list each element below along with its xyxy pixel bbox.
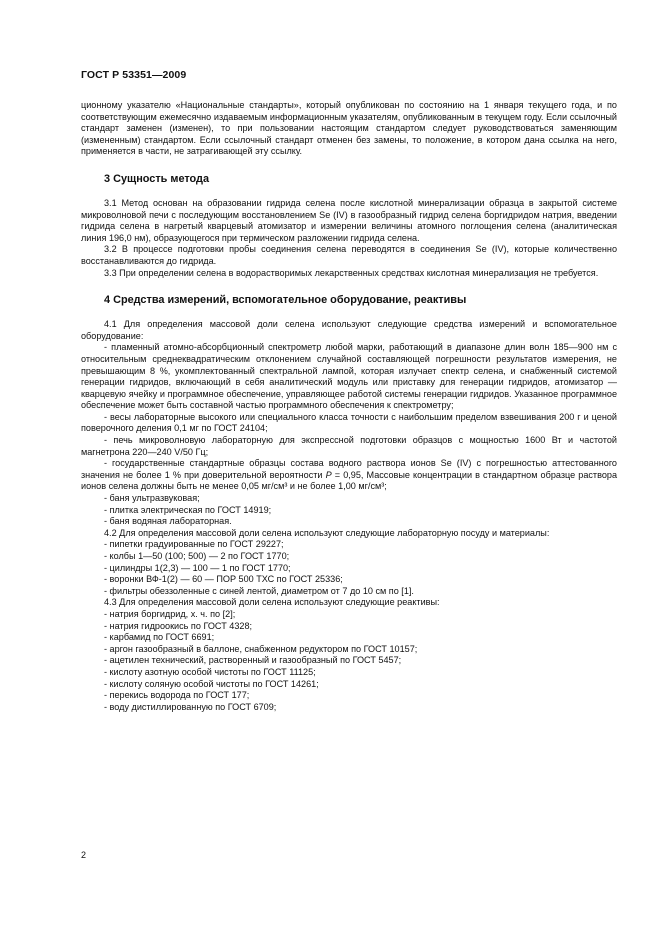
- paragraph-3-2: 3.2 В процессе подготовки пробы соединения селена переводятся в соединения Se (IV), которые количественно восстанавливаются до гидрида.: [81, 244, 617, 266]
- gso-text-a: - государственные стандартные образцы состава водного раствора ионов Se (IV) с погрешностью аттестованного значения не более 1 % при доверительной вероятности: [81, 458, 617, 480]
- section-4-title: 4 Средства измерений, вспомогательное оборудование, реактивы: [104, 294, 467, 307]
- intro-paragraph: ционному указателю «Национальные стандарты», который опубликован по состоянию на 1 января текущего года, и по соответствующим ежемесячно издаваемым информационным указателям, опубликованным в текущем году. Если ссылочный стандарт заменен (изменен), то при пользовании настоящим стандартом следует руководствоваться заменяющим (измененным) стандартом. Если ссылочный стандарт отменен без замены, то положение, в котором дана ссылка на него, применяется в части, не затрагивающей эту ссылку.: [81, 100, 617, 157]
- list-item: - фильтры обеззоленные с синей лентой, диаметром от 7 до 10 см по [1].: [104, 585, 414, 596]
- paragraph-4-1: 4.1 Для определения массовой доли селена используют следующие средства измерений и вспомогательное оборудование:: [81, 319, 617, 341]
- list-item: - натрия гидроокись по ГОСТ 4328;: [104, 620, 253, 631]
- gso-probability-symbol: P: [325, 469, 332, 480]
- list-item: - весы лабораторные высокого или специального класса точности с наибольшим пределом взвешивания 200 г и ценой поверочного деления 0,1 мг по ГОСТ 24104;: [81, 411, 617, 434]
- list-item: - ацетилен технический, растворенный и газообразный по ГОСТ 5457;: [104, 655, 402, 666]
- list-item: - пипетки градуированные по ГОСТ 29227;: [104, 539, 284, 550]
- gso-text-b: = 0,95, Массовые концентрации в стандартном образце раствора ионов селена должны быть не менее 0,05 мг/см³ и не более 1,00 мг/см³;: [81, 469, 617, 492]
- list-item: - баня ультразвуковая;: [104, 493, 200, 504]
- list-item: - карбамид по ГОСТ 6691;: [104, 632, 215, 643]
- list-item: - цилиндры 1(2,3) — 100 — 1 по ГОСТ 1770;: [104, 562, 291, 573]
- list-item: - натрия боргидрид, х. ч. по [2];: [104, 608, 236, 619]
- document-body: [81, 100, 617, 713]
- page-number: 2: [81, 850, 87, 860]
- list-item: - пламенный атомно-абсорбционный спектрометр любой марки, работающий в диапазоне длин волн 185—900 нм с относительным среднеквадратическим отклонением случайной составляющей погрешности результатов измерения, не превышающим 8 %, укомплектованный спектральной лампой, которая излучает спектр селена, и снабженный системой генерации гидридов, включающий в себя аналитический модуль или приставку для генерации гидридов, атомизатор — кварцевую ячейку и программное обеспечение, управляющее работой системы генерации гидридов. Указанное программное обеспечение может быть составной частью программного обеспечения к спектрометру;: [81, 342, 617, 411]
- document-header: ГОСТ Р 53351—2009: [81, 69, 187, 81]
- list-item: - воду дистиллированную по ГОСТ 6709;: [104, 701, 277, 712]
- list-item: - кислоту азотную особой чистоты по ГОСТ 11125;: [104, 666, 316, 677]
- list-item: - колбы 1—50 (100; 500) — 2 по ГОСТ 1770;: [104, 551, 290, 561]
- list-item: - печь микроволновую лабораторную для экспрессной подготовки образцов с мощностью 1600 Вт и частотой магнетрона 220—240 V/50 Гц;: [81, 435, 617, 457]
- list-item: - плитка электрическая по ГОСТ 14919;: [104, 504, 272, 515]
- paragraph-4-3: 4.3 Для определения массовой доли селена используют следующие реактивы:: [104, 597, 440, 608]
- list-item: - аргон газообразный в баллоне, снабженном редуктором по ГОСТ 10157;: [104, 643, 418, 654]
- paragraph-4-2: 4.2 Для определения массовой доли селена используют следующие лабораторную посуду и материалы:: [104, 527, 550, 538]
- section-3-title: 3 Сущность метода: [104, 172, 210, 185]
- list-item: - воронки ВФ-1(2) — 60 — ПОР 500 ТХС по ГОСТ 25336;: [104, 574, 343, 585]
- paragraph-3-1: 3.1 Метод основан на образовании гидрида селена после кислотной минерализации образца в закрытой системе микроволновой печи с последующим восстановлением Se (IV) в газообразный гидрид селена боргидридом натрия, введении гидрида селена в нагретый кварцевый атомизатор и измерении величины атомного поглощения селена (аналитическая линия 196,0 нм), образующегося при термическом разложении гидрида селена.: [81, 197, 617, 243]
- list-item: - кислоту соляную особой чистоты по ГОСТ 14261;: [104, 678, 319, 689]
- paragraph-3-3: 3.3 При определении селена в водорастворимых лекарственных средствах кислотная минерализация не требуется.: [104, 267, 599, 278]
- list-item-gso: [81, 458, 617, 493]
- list-item: - перекись водорода по ГОСТ 177;: [104, 690, 250, 701]
- list-item: - баня водяная лабораторная.: [104, 516, 232, 527]
